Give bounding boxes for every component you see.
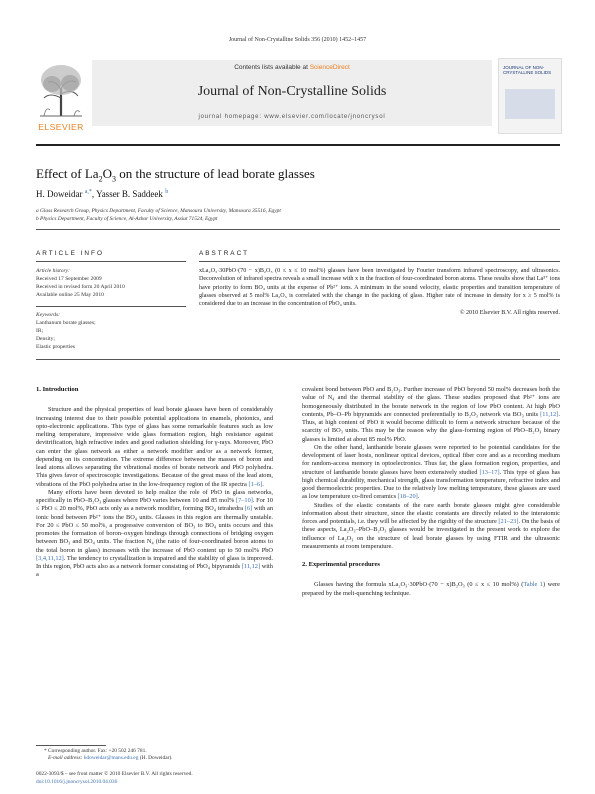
masthead: [36, 58, 560, 136]
affiliation-a: a Glass Research Group, Physics Department, Faculty of Science, Mansoura University, Mansoura 35516, Egypt: [36, 208, 281, 214]
author-affil-marks[interactable]: b: [165, 189, 169, 195]
body-text: with a: [36, 563, 273, 579]
keywords-label: Keywords:: [36, 312, 61, 318]
elsevier-tree-icon: [36, 58, 86, 120]
body-paragraph: [302, 444, 560, 502]
body-text: covalent bond between PbO and B₂O₃. Further increase of PbO beyond 50 mol% decreases both the value of N₄ and the thermal stability of the glass. These studies proposed that Pb²⁺ ions are homogeneously distributed in the borate network in the region of low PbO content. At high PbO contents, Pb–O–Pb bipyramids are connected preferentially to B₂O₃ network via BO₃ units: [302, 386, 560, 418]
history-revised: Received in revised form 20 April 2010: [36, 284, 125, 290]
body-text: ) were prepared by the melt-quenching technique.: [302, 581, 560, 597]
title-subscript: 3: [111, 174, 116, 184]
citation-link[interactable]: [1–6]: [248, 480, 263, 488]
body-text: Studies of the elastic constants of the rare earth borate glasses might give considerable information about their structure, since the elastic constants are directly related to the interatomic forces and potentials, i.e. they will be affected by the rigidity of the structure: [302, 501, 560, 525]
abstract-bottom-rule: [36, 359, 560, 360]
body-text: . Thus, at high content of PbO it would become difficult to form a network structure because of the scarcity of BO₃ units. This may be the reason why the glass-forming region of PbO–B₂O₃ binary glasses is limited at about 85 mol% PbO.: [302, 410, 560, 443]
history-received: Received 17 September 2009: [36, 276, 102, 282]
citation-link[interactable]: [7–10]: [235, 497, 253, 504]
title-part: O: [102, 166, 112, 181]
sciencedirect-link[interactable]: ScienceDirect: [309, 64, 350, 71]
abstract-rule: [199, 261, 560, 262]
body-text: Glasses having the formula xLa₂O₃·30PbO·(70 − x)B₂O₃ (0 ≤ x ≤ 10 mol%) (: [314, 581, 524, 589]
contents-prefix: Contents lists available at: [234, 64, 310, 71]
masthead-rule: [36, 144, 560, 146]
journal-cover-thumbnail: [498, 58, 562, 134]
author-name[interactable]: Yasser B. Saddeek: [96, 189, 166, 199]
author-name[interactable]: H. Doweidar: [36, 189, 85, 199]
article-info-rule: [36, 261, 186, 262]
body-paragraph: [302, 386, 560, 444]
doi-text[interactable]: doi:10.1016/j.jnoncrysol.2010.04.036: [36, 779, 118, 785]
author-list: [36, 189, 168, 199]
history-label: Article history:: [36, 268, 71, 274]
body-text: with an ionic bond between Pb²⁺ ions the BO₄ units. Glasses in this region are thermally unstable. For 20 ≤ PbO ≤ 50 mol%, a progressive conversion of BO₃ to BO₄ units occurs and this promotes the formation of boron–oxygen bindings through connections of bridging oxygen between BO₃ and BO₄ units. The fraction N₄ (the ratio of four-coordinated boron atoms to the total boron in glass) increases with the increase of PbO content up to 50 mol% PbO: [36, 505, 273, 554]
corresponding-author-note: * Corresponding author. Fax: +20 502 246 781.: [44, 748, 147, 754]
body-text: . The tendency to crystallization is impaired and the stability of glass is improved. In this region, PbO acts also as a network former consisting of PbO₄ bipyramids: [36, 554, 273, 570]
footnote-rule: [36, 745, 106, 746]
body-text: Many efforts have been devoted to help realize the role of PbO in glass networks, specifically in PbO–B₂O₃ glasses where PbO varies between 10 and 85 mol%: [36, 488, 273, 504]
article-info-heading: ARTICLE INFO: [36, 250, 104, 257]
body-text: . This type of glass has high chemical durability, mechanical strength, glass transformation temperature, refractive index and good thermoelectric properties. Due to the relatively low melting temperature, these glasses are used as low temperature co-fired ceramics: [302, 468, 561, 501]
abstract-body: [199, 267, 560, 317]
table-link[interactable]: Table 1: [523, 581, 544, 589]
body-paragraph: [302, 502, 560, 552]
email-note: [36, 755, 173, 762]
body-text: .: [417, 493, 420, 501]
body-text: Structure and the physical properties of lead borate glasses have been of considerably increasing interest due to their possible potential applications in enamels, photonics, and opto-electronic applications. This type of glass has some remarkable features such as low melting temperature, impressive wide glass formation region, high resistance against devitrification, high refractive index and good radiation shielding for γ-rays. Moreover, PbO can enter the glass network as either a network modifier and/or as a network former, depending on its concentration. The extreme difference between the masses of boron and lead atoms allows separating the vibrational modes of borate network and PbO polyhedra. This gives favor of spectroscopic investigations. Because of the great mass of the lead atom, vibrations of the PbO polyhedra arise in the low-frequency region of the IR spectra: [36, 406, 273, 488]
keyword-item: IR;: [36, 328, 44, 334]
contents-line: [92, 64, 492, 71]
cover-graphic: [505, 89, 555, 119]
section-heading-introduction: 1. Introduction: [36, 386, 79, 393]
citation-link[interactable]: [18–20]: [397, 493, 418, 501]
email-link[interactable]: hdoweidar@mans.edu.eg: [83, 755, 139, 761]
journal-homepage-link[interactable]: journal homepage: www.elsevier.com/locate/jnoncrysol: [198, 114, 386, 120]
title-part: Effect of La: [36, 166, 99, 181]
body-paragraph: [302, 581, 560, 598]
abstract-heading: ABSTRACT: [199, 250, 250, 257]
email-suffix: (H. Doweidar).: [138, 755, 173, 761]
elsevier-wordmark: ELSEVIER: [38, 122, 84, 132]
cover-title: JOURNAL OF NON-CRYSTALLINE SOLIDS: [503, 65, 552, 75]
keywords-rule: [36, 306, 186, 307]
abstract-paragraph: xLa₂O₃·30PbO·(70 − x)B₂O₃ (0 ≤ x ≤ 10 mol%) glasses have been investigated by Fourier transform infrared spectroscopy, and ultrasonics. Deconvolution of infrared spectra reveals a small increase with x in the fraction of four-coordinated boron atoms. These results show that La³⁺ ions have priority to form BO₄ units at the expense of Pb²⁺ ions. A minimum in the sound velocity, elastic properties and transition temperature of glasses observed at 5 mol% La₂O₃ is correlated with the change in the packing of glass. Higher rate of increase in density for x ≥ 5 mol% is considered due to an increase in the concentration of PbO₄ units.: [199, 268, 560, 308]
email-label: E-mail address:: [48, 755, 84, 761]
author-separator: ,: [91, 189, 97, 199]
body-text: . For 10 ≤ PbO ≤ 20 mol%, PbO acts only as a network modifier, forming BO₄ tetrahedra: [36, 497, 273, 513]
journal-title: Journal of Non-Crystalline Solids: [197, 84, 387, 99]
title-subscript: 2: [98, 174, 103, 184]
journal-banner: [92, 60, 492, 126]
body-text: . On the basis of these aspects, La₂O₃–PbO–B₂O₃ glasses would be investigated in the present work to explore the influence of La₂O₃ on the structure of lead borate glasses by using FTIR and the ultrasonic measurements at room temperature.: [302, 518, 560, 550]
history-online: Available online 25 May 2010: [36, 292, 104, 298]
citation-link[interactable]: [11,12]: [241, 563, 261, 570]
doi-link[interactable]: [36, 779, 117, 786]
affiliation-b: b Physics Department, Faculty of Science, Al-Azhar University, Assiut 71524, Egypt: [36, 216, 218, 222]
keyword-item: Density;: [36, 336, 55, 342]
body-paragraph: [36, 489, 273, 580]
citation-link[interactable]: [3,4,11,12]: [36, 554, 64, 562]
article-title: [36, 166, 315, 184]
running-head: Journal of Non-Crystalline Solids 356 (2010) 1452–1457: [228, 37, 367, 43]
title-part: on the structure of lead borate glasses: [115, 166, 315, 181]
issn-line: 0022-3093/$ – see front matter © 2010 Elsevier B.V. All rights reserved.: [36, 771, 193, 777]
citation-link[interactable]: [21–23]: [498, 518, 519, 525]
body-paragraph: Structure and the physical properties of lead borate glasses have been of considerably increasing interest due to their possible potential applications in enamels, photonics, and opto-electronic applications. This type of glass has some remarkable features such as low melting temperature, impressive wide glass formation region, high resistance against devitrification, high refractive index and good radiation shielding for γ-rays. Moreover, PbO can enter the glass network as either a network modifier and/or as a network former, depending on its concentration. The extreme difference between the masses of boron and lead atoms allows separating the vibrational modes of borate network and PbO polyhedra. This gives favor of spectroscopic investigations. Because of the great mass of the lead atom, vibrations of the PbO polyhedra arise in the low-frequency region of the IR spectra [1–6].: [36, 406, 273, 488]
body-text: On the other hand, lanthanide borate glasses were reported to be potential candidates for the development of laser hosts, nonlinear optical devices, optical fiber core and as a recording medium for random-access memory in optoelectronics. Thus far, the glass formation region, properties, and structure of lanthanide borate glasses have been extensively studied: [302, 443, 560, 476]
author-affil-marks[interactable]: a,*: [84, 189, 92, 195]
keyword-item: Elastic properties: [36, 344, 75, 350]
body-right-column: [302, 386, 560, 598]
citation-link[interactable]: [13–17]: [479, 468, 500, 476]
abstract-copyright: © 2010 Elsevier B.V. All rights reserved.: [459, 309, 560, 316]
section-heading-experimental: 2. Experimental procedures: [302, 561, 380, 568]
elsevier-logo: [36, 58, 86, 132]
keyword-item: Lanthanum borate glasses;: [36, 320, 96, 326]
header-divider: [36, 229, 560, 230]
citation-link[interactable]: [6]: [244, 505, 253, 513]
citation-link[interactable]: [11,12]: [540, 410, 559, 418]
body-left-column: [36, 386, 273, 580]
